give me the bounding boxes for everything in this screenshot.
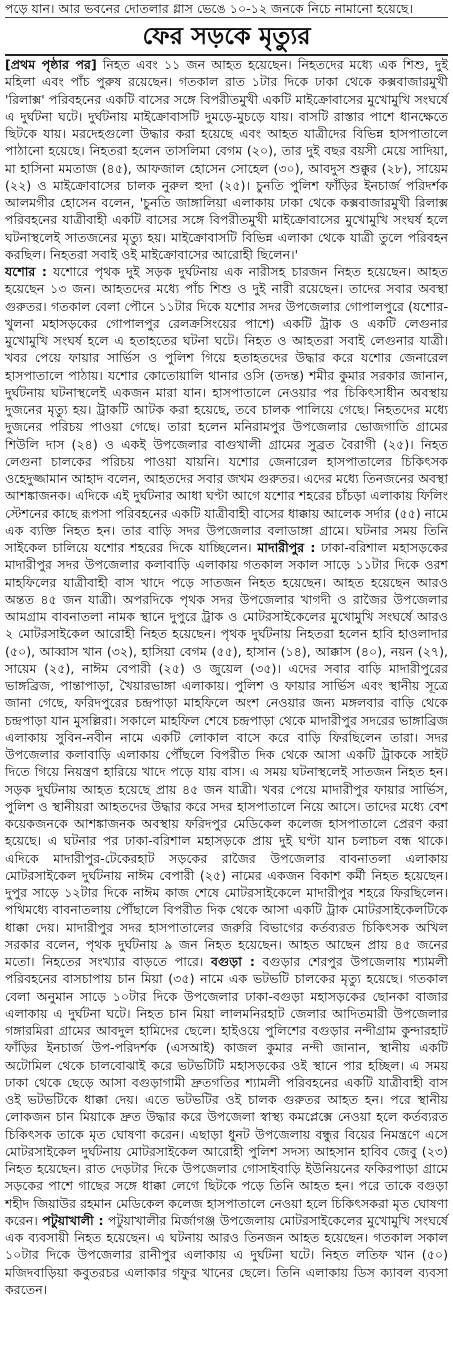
article-body bbox=[5, 56, 448, 1298]
place-label-jessore: যশোর : bbox=[5, 264, 47, 279]
jump-marker: [প্রথম পৃষ্ঠার পর] bbox=[5, 57, 97, 72]
previous-article-last-line: পড়ে যান। আর ভবনের দোতলার গ্লাস ভেঙে ১০-১২ জনকে নিচে নামানো হয়েছে। bbox=[5, 0, 448, 18]
place-label-patuakhali: পটুয়াখালী : bbox=[42, 1212, 104, 1228]
headline: ফের সড়কে মৃত্যুর bbox=[5, 20, 448, 56]
paragraph-text: যশোরে পৃথক দুই সড়ক দুর্ঘটনায় এক নারীসহ চারজন নিহত হয়েছেন। আহত হয়েছেন ১৩ জন। আহতদের মধ্যে পাঁচ শিশু ও দুই নারী রয়েছেন। তাদের সবার অবস্থা গুরুতর। গতকাল বেলা পৌনে ১১টার দিকে যশোর সদর উপজেলার গোপালপুরে (যশোর-খুলনা মহাসড়কের গোপালপুর রেলক্রসিংয়ের পাশে) একটি ট্রাক ও একটি লেগুনার মুখোমুখি সংঘর্ষ হলে এ হতাহতের ঘটনা ঘটে। নিহত ও আহতরা সবাই লেগুনার যাত্রী। খবর পেয়ে ফায়ার সার্ভিস ও পুলিশ গিয়ে হতাহতদের উদ্ধার করে যশোর জেনারেল হাসপাতালে পাঠায়। যশোর কোতোয়ালি থানার ওসি (তদন্ত) শমীর কুমার সরকার জানান, দুর্ঘটনায় ঘটনাস্থলেই একজন মারা যান। হাসপাতালে নেওয়ার পর চিকিৎসাধীন অবস্থায় দুজনের মৃত্যু হয়। ট্রাকটি আটক করা হয়েছে, তবে চালক পালিয়ে গেছে। নিহতদের মধ্যে দুজনের পরিচয় পাওয়া গেছে। তারা হলেন মনিরামপুর উপজেলার ভোজগাতি গ্রামের শিউলি দাস (২৪) ও একই উপজেলার বাগুখালী গ্রামের সুব্রত বৈরাগী (২৫)। নিহত লেগুনা চালকের পরিচয় পাওয়া যায়নি। যশোর জেনারেল হাসপাতালের চিকিৎসক ওহেদুজ্জামান আহাদ বলেন, আহতদের সবার জখম গুরুতর। এদের মধ্যে তিনজনের অবস্থা আশঙ্কাজনক। এদিকে এই দুর্ঘটনার আধা ঘণ্টা আগে যশোর শহরের চাঁচড়া এলাকায় ফিলিং স্টেশনের কাছে রূপসা পরিবহনের একটি যাত্রীবাহী বাসের ধাক্কায় আলেক সর্দার (৫৫) নামে এক ব্যক্তি নিহত হন। তার বাড়ি সদর উপজেলার বলাডাঙ্গা গ্রামে। ঘটনার সময় তিনি সাইকেল চালিয়ে যশোর শহরের দিকে যাচ্ছিলেন। bbox=[5, 264, 448, 555]
paragraph-text: বগুড়ার শেরপুর উপজেলায় শ্যামলী পরিবহনের বাসচাপায় চান মিয়া (৩৫) নামে এক ভটভটি চালকের মৃত্যু হয়েছে। গতকাল বেলা অনুমান সাড়ে ১০টার দিকে উপজেলার ঢাকা-বগুড়া মহাসড়কের ছোনকা বাজার এলাকায় এ দুর্ঘটনা ঘটে। নিহত চান মিয়া লালমনিরহাট জেলার আদিতমারী উপজেলার গঙ্গারমিরা গ্রামের আবদুল হামিদের ছেলে। হাইওয়ে পুলিশের বগুড়ার নন্দীগ্রাম কুন্দারহাট ফাঁড়ির ইনচার্জ উপ-পরিদর্শক (এসআই) কাজল কুমার নন্দী জানান, স্থানীয় একটি অটোমিল থেকে চালবোঝাই করে ভটভটিটি মহাসড়কের ওই স্থানে পার হচ্ছিল। এ সময় ঢাকা থেকে ছেড়ে আসা বগুড়াগামী দ্রুতগতির শ্যামলী পরিবহনের একটি যাত্রীবাহী বাস ওই ভটভটিকে ধাক্কা দেয়। এতে ভটভটির ওই চালক গুরুতর আহত হন। পরে স্থানীয় লোকজন চান মিয়াকে দ্রুত উদ্ধার করে উপজেলা স্বাস্থ্য কমপ্লেক্সে নেওয়া হলে কর্তব্যরত চিকিৎসক তাকে মৃত ঘোষণা করেন। এছাড়া ধুনট উপজেলায় বন্ধুর বিয়ের নিমন্ত্রণে এসে মোটরসাইকেল দুর্ঘটনায় মোটরসাইকেল আরোহী পুলিশ সদস্য আহসান হাবিব জেবু (২৩) নিহত হয়েছেন। রাত দেড়টার দিকে উপজেলার গোসাইবাড়ি ইউনিয়নের ফকিরপাড়া গ্রামে সড়কের পাশে গাছের সঙ্গে ধাক্কা লেগে ছিটকে পড়ে তিনি আহত হন। পরে তাকে বগুড়া শহীদ জিয়াউর রহমান মেডিকেল কলেজ হাসপাতালে নেওয়া হলে চিকিৎসকরা মৃত ঘোষণা করেন। bbox=[5, 954, 448, 1228]
paragraph-text: নিহত এবং ১১ জন আহত হয়েছেন। নিহতদের মধ্যে এক শিশু, দুই মহিলা এবং পাঁচ পুরুষ রয়েছেন। গতকাল রাত ১টার দিকে ঢাকা থেকে কক্সবাজারমুখী 'রিলাক্স' পরিবহনের একটি বাসের সঙ্গে বিপরীতমুখী একটি মাইক্রোবাসের মুখোমুখি সংঘর্ষে এ দুর্ঘটনা ঘটে। দুর্ঘটনায় মাইক্রোবাসটি দুমড়ে-মুচড়ে যায়। বাসটি রাস্তার পাশে ধানক্ষেতে ছিটকে যায়। মরদেহগুলো উদ্ধার করা হয়েছে এবং আহত যাত্রীদের বিভিন্ন হাসপাতালে পাঠানো হয়েছে। নিহতরা হলেন তাসলিমা বেগম (২০), তার দুই বছর বয়সী মেয়ে সাদিয়া, মা হাসিনা মমতাজ (৪৫), আফজাল হোসেন সোহেল (৩০), আবদুস শুক্কুর (২৮), সায়েম (২২) ও মাইক্রোবাসের চালক নুরুল হুদা (২৫)। চুনতি পুলিশ ফাঁড়ির ইনচার্জ পরিদর্শক আলমগীর হোসেন বলেন, 'চুনতি জাঙ্গালিয়া এলাকায় ঢাকা থেকে কক্সবাজারমুখী রিলাক্স পরিবহনের যাত্রীবাহী একটি বাসের সঙ্গে বিপরীতমুখী মাইক্রোবাসের মুখোমুখি সংঘর্ষ হলে ঘটনাস্থলেই সাতজনের মৃত্যু হয়। মাইক্রোবাসটি বিভিন্ন এলাকা থেকে যাত্রী তুলে পরিবহন করছিল। নিহতরা সবাই ওই মাইক্রোবাসের আরোহী ছিলেন।' bbox=[5, 57, 448, 262]
paragraph-text: পটুয়াখালীর মির্জাগঞ্জ উপজেলায় মোটরসাইকেলের মুখোমুখি সংঘর্ষে এক ব্যবসায়ী নিহত হয়েছেন। এ ঘটনায় আরও তিনজন আহত হয়েছেন। গতকাল সকাল ১০টার দিকে উপজেলার রানীপুর এলাকায় এ দুর্ঘটনা ঘটে। নিহত লতিফ খান (৫০) মজিদবাড়িয়া কবুতরচর এলাকার গফুর খানের ছেলে। তিনি এলাকায় ডিস ক্যাবল ব্যবসা করতেন। bbox=[5, 1212, 448, 1297]
paragraph-intro bbox=[5, 56, 448, 263]
place-label-madaripur: মাদারীপুর : bbox=[257, 540, 316, 555]
paragraph-jessore bbox=[5, 263, 448, 1298]
paragraph-text: ঢাকা-বরিশাল মহাসড়কের মাদারীপুর সদর উপজেলার কলাবাড়ি এলাকায় গতকাল সকাল সাড়ে ১১টার দিকে ওরশ মাহফিলের যাত্রীবাহী বাস খাদে পড়ে সাতজন নিহত হয়েছেন। আহত হয়েছেন আরও অন্তত ৪৫ জন যাত্রী। অপরদিকে পৃথক সদর উপজেলার খাগদী ও রাজৈর উপজেলার আমগ্রাম বাবনাতলা নামক স্থানে দুপুরে ট্রাক ও মোটরসাইকেলের মুখোমুখি সংঘর্ষে আরও ২ মোটরসাইকেল আরোহী নিহত হয়েছেন। পৃথক দুর্ঘটনায় নিহতরা হলেন হাবি হাওলাদার (৫০), আব্বাস খান (৩২), হাসিয়া বেগম (৫৫), হাসান (১৪), আক্কাস (৪০), নয়ন (২৭), সায়েম (২৫), নাঈম বেপারী (২৫) ও জুয়েল (৩৫)। এদের সবার বাড়ি মাদারীপুরের ভাঙ্গব্রিজ, পান্তাপাড়া, খৈয়ারভাঙ্গা এলাকায়। পুলিশ ও ফায়ার সার্ভিস এবং স্থানীয় সূত্রে জানা গেছে, ফরিদপুরের চন্দ্রপাড়া মাহফিলে অংশ নেওয়ার জন্য মঙ্গলবার বাড়ি থেকে চন্দ্রপাড়া যান মুসল্লিরা। সকালে মাহফিল শেষে চন্দ্রপাড়া থেকে মাদারীপুর সদরের ভাঙ্গাব্রিজ এলাকায় সুবিন-নবীন নামে একটি লোকাল বাসে করে বাড়ি ফিরছিলেন তারা। সদর উপজেলার কলাবাড়ি এলাকায় পৌঁছলে বিপরীত দিক থেকে আসা একটি ট্রাককে সাইট দিতে গিয়ে নিয়ন্ত্রণ হারিয়ে খাদে পড়ে যায় বাস। এ সময় ঘটনাস্থলেই সাতজন নিহত হন। সড়ক দুর্ঘটনায় আহত হয়েছে প্রায় ৪৫ জন যাত্রী। খবর পেয়ে মাদারীপুর ফায়ার সার্ভিস, পুলিশ ও স্থানীয়রা আহতদের উদ্ধার করে সদর হাসপাতালে নিয়ে আসে। তাদের মধ্যে বেশ কয়েকজনকে আশঙ্কাজনক অবস্থায় ফরিদপুর মেডিকেল কলেজ হাসপাতালে প্রেরণ করা হয়েছে। এ ঘটনার পর ঢাকা-বরিশাল মহাসড়কে প্রায় দুই ঘণ্টা যান চলাচল বন্ধ থাকে। এদিকে মাদারীপুর-টেকেরহাট সড়কের রাজৈর উপজেলার বাবনাতলা এলাকায় মোটরসাইকেল দুর্ঘটনায় নাঈম বেপারী (২৫) নামের একজন বিকাশ কর্মী নিহত হয়েছেন। দুপুর সাড়ে ১২টার দিকে নাঈম কাজ শেষে মোটরসাইকেলে মাদারীপুর শহরে ফিরছিলেন। পথিমধ্যে বাবনাতলায় পৌঁছালে বিপরীত দিক থেকে আসা একটি ট্রাক মোটরসাইকেলটিকে ধাক্কা দেয়। মাদারীপুর সদর হাসপাতালের জরুরি বিভাগের কর্তব্যরত চিকিৎসক অখিল সরকার বলেন, পৃথক দুর্ঘটনায় ৯ জন নিহত হয়েছেন। আহত আছেন প্রায় ৪৫ জনের মতো। নিহতের সংখ্যার বাড়তে পারে। bbox=[5, 540, 448, 969]
place-label-bogura: বগুড়া : bbox=[211, 954, 255, 969]
